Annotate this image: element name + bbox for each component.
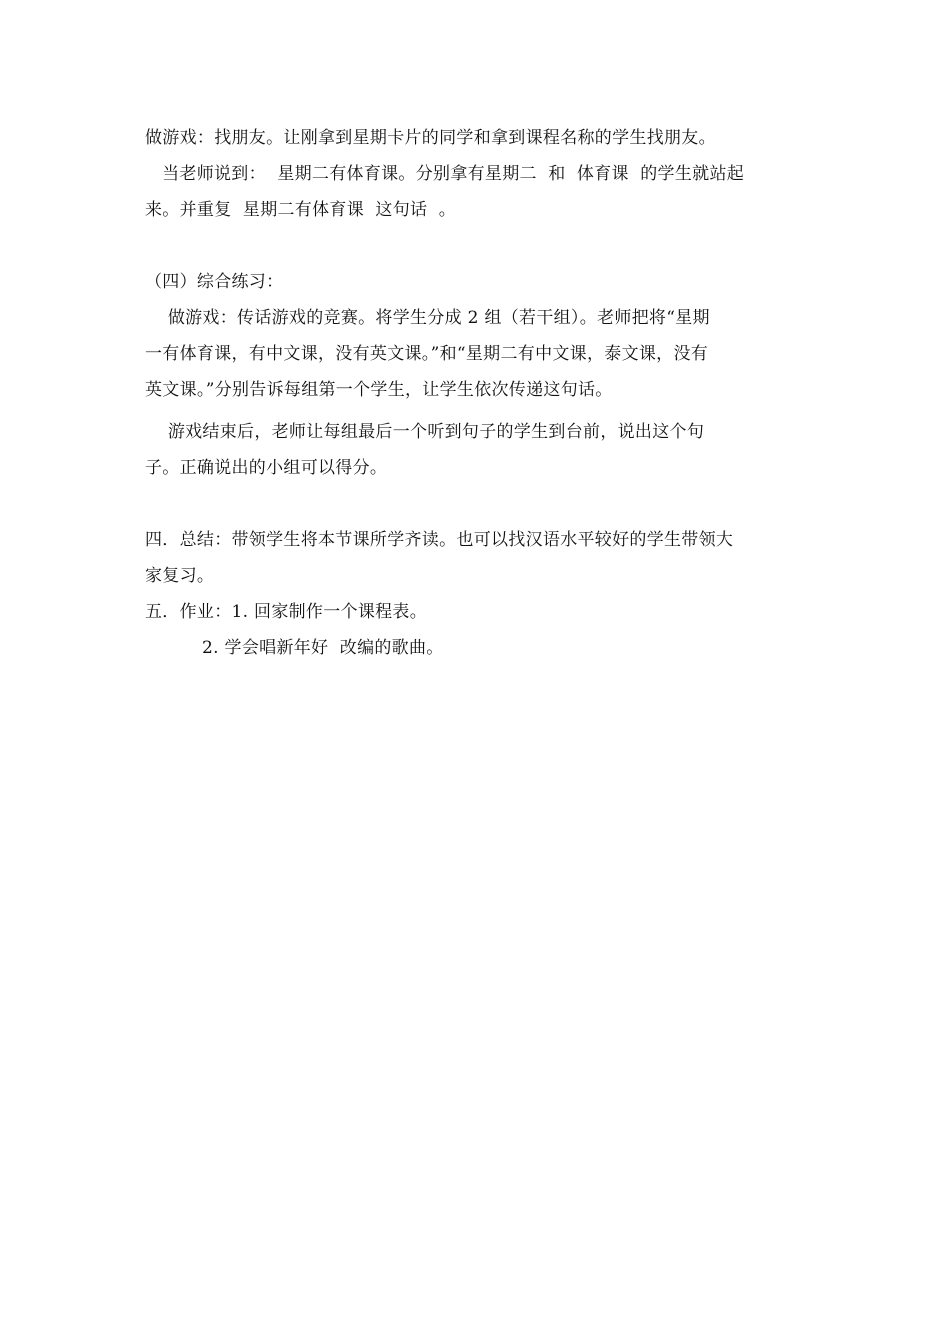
homework-item-1: 五．作业：1. 回家制作一个课程表。 [145, 602, 428, 622]
homework-item-2: 2. 学会唱新年好 改编的歌曲。 [145, 638, 444, 658]
relay-game-line-3: 英文课。”分别告诉每组第一个学生，让学生依次传递这句话。 [145, 380, 613, 400]
game-end-line-1: 游戏结束后，老师让每组最后一个听到句子的学生到台前，说出这个句 [145, 422, 705, 442]
repeat-sentence-line: 来。并重复 星期二有体育课 这句话 。 [145, 200, 457, 220]
teacher-says-line: 当老师说到： 星期二有体育课。分别拿有星期二 和 体育课 的学生就站起 [145, 164, 745, 184]
summary-line-2: 家复习。 [145, 566, 215, 586]
summary-line-1: 四．总结：带领学生将本节课所学齐读。也可以找汉语水平较好的学生带领大 [145, 530, 734, 550]
game-end-line-2: 子。正确说出的小组可以得分。 [145, 458, 388, 478]
relay-game-line-2: 一有体育课，有中文课，没有英文课。”和“星期二有中文课，泰文课，没有 [145, 344, 709, 364]
section-heading-practice: （四）综合练习： [145, 272, 284, 292]
game-find-friends-line: 做游戏：找朋友。让刚拿到星期卡片的同学和拿到课程名称的学生找朋友。 [145, 128, 716, 148]
relay-game-line-1: 做游戏：传话游戏的竞赛。将学生分成 2 组（若干组）。老师把将“星期 [145, 308, 710, 328]
